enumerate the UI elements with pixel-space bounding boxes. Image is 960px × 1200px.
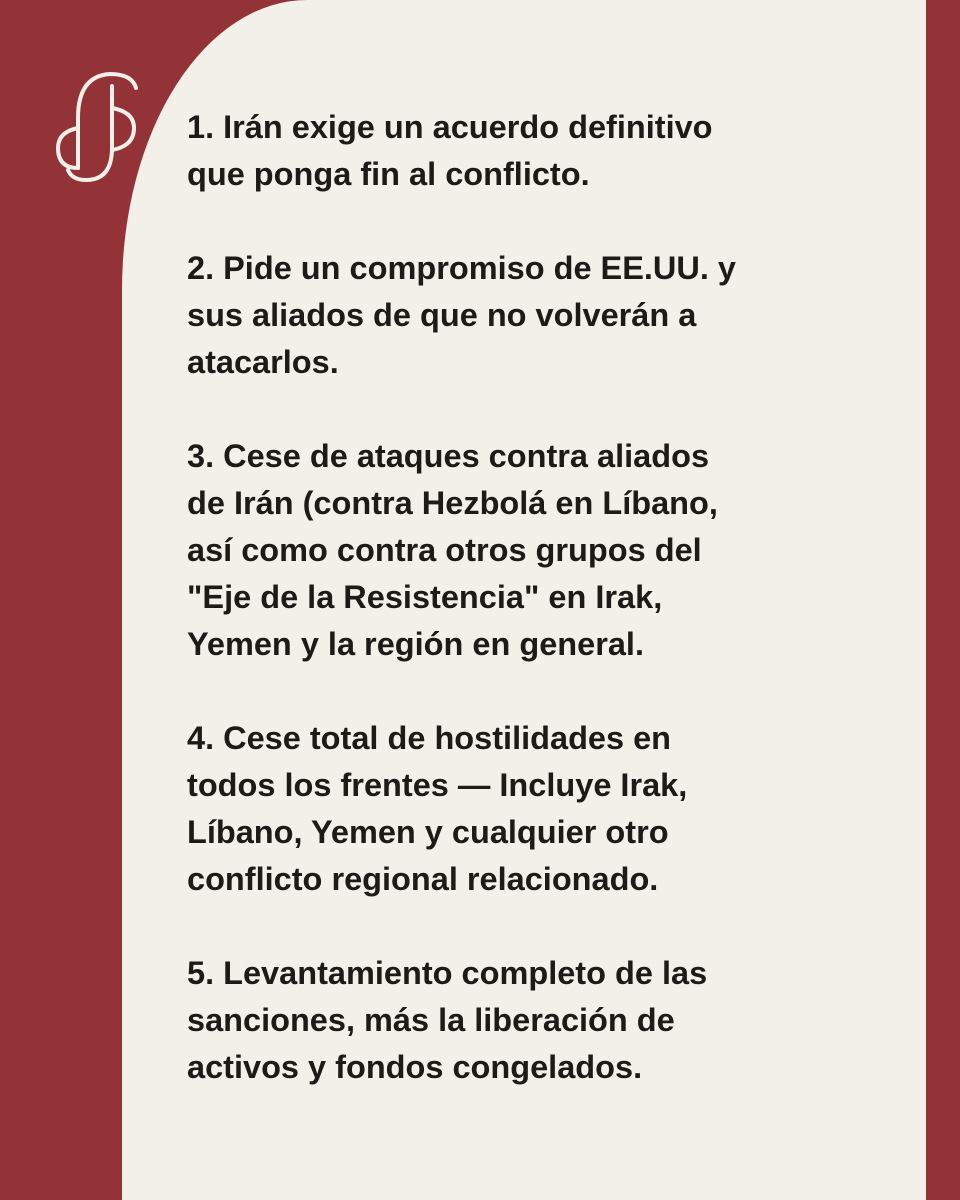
list-item: 4. Cese total de hostilidades en todos los frentes — Incluye Irak, Líbano, Yemen y cualquier otro conflicto regional relacionado. — [187, 720, 688, 897]
monogram-logo-icon — [52, 68, 140, 184]
demands-list — [187, 104, 902, 1138]
list-item: 5. Levantamiento completo de las sanciones, más la liberación de activos y fondos congelados. — [187, 955, 708, 1085]
list-item: 1. Irán exige un acuerdo definitivo que ponga fin al conflicto. — [187, 109, 713, 192]
list-item: 2. Pide un compromiso de EE.UU. y sus aliados de que no volverán a atacarlos. — [187, 250, 737, 380]
list-item: 3. Cese de ataques contra aliados de Irán (contra Hezbolá en Líbano, así como contra otros grupos del "Eje de la Resistencia" en Irak, Yemen y la región en general. — [187, 438, 718, 662]
